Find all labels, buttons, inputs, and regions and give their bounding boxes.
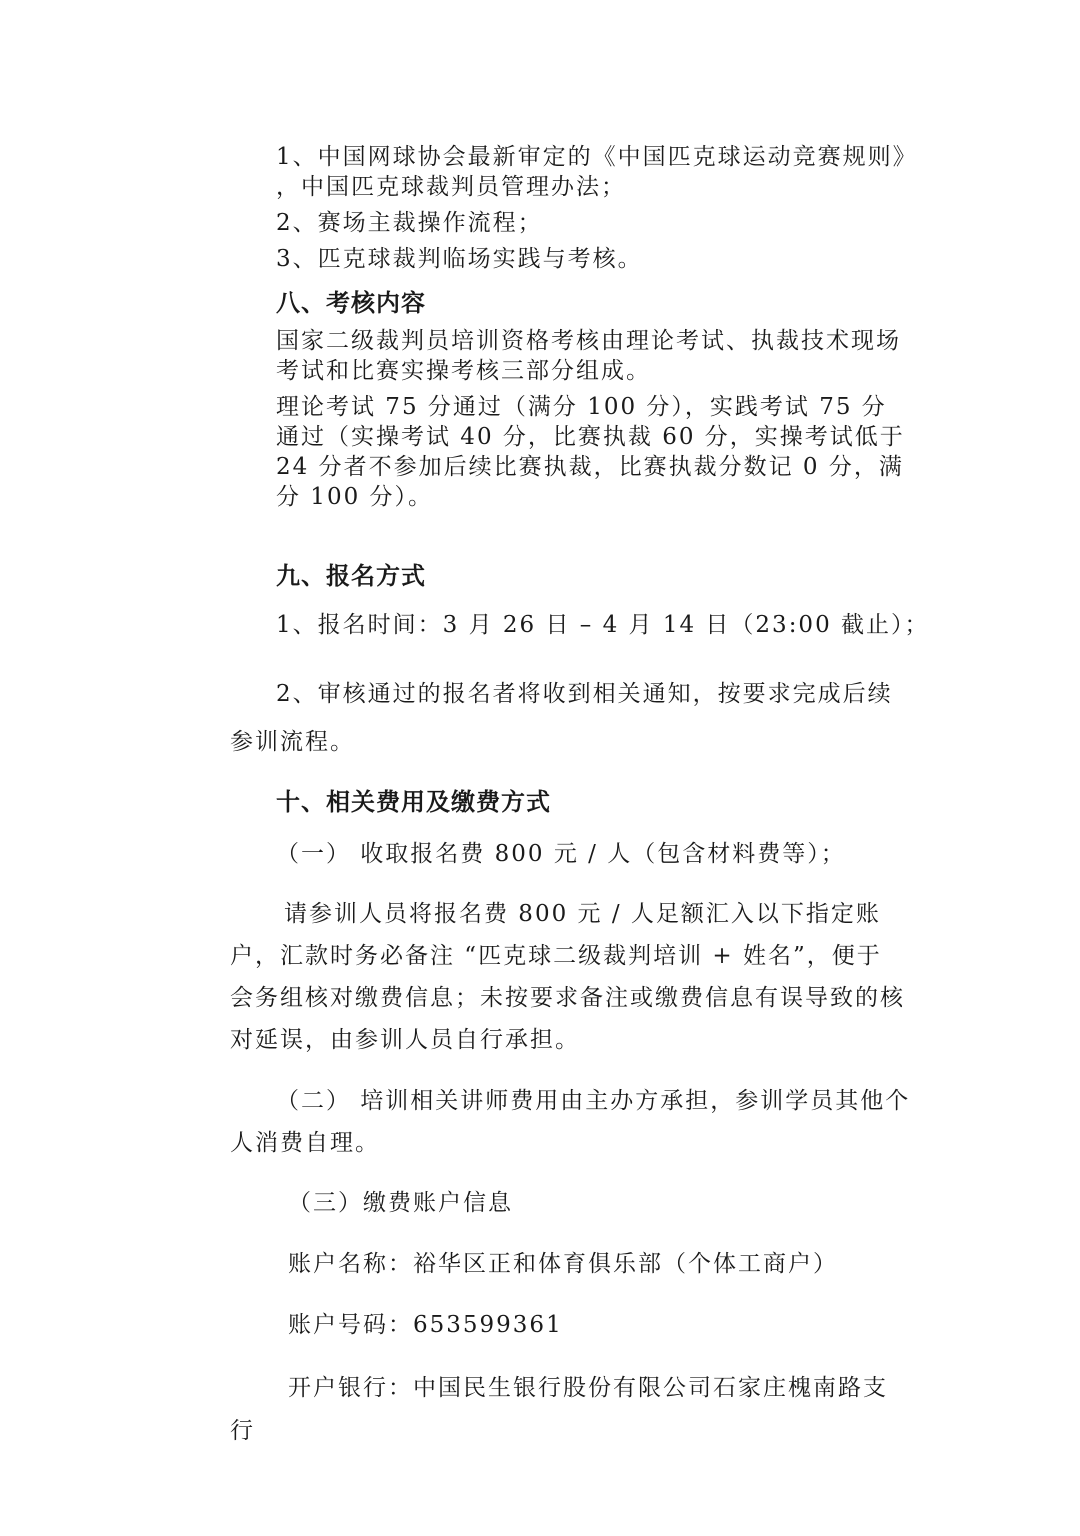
section-nine-heading: 九、报名方式 bbox=[276, 562, 426, 590]
instructor-fee-line: （二） 培训相关讲师费用由主办方承担，参训学员其他个 bbox=[276, 1088, 911, 1114]
assessment-para-line: 国家二级裁判员培训资格考核由理论考试、执裁技术现场 bbox=[276, 328, 901, 354]
scoring-para-line: 理论考试 75 分通过（满分 100 分），实践考试 75 分 bbox=[276, 394, 887, 420]
fee-line: （一） 收取报名费 800 元 / 人（包含材料费等）； bbox=[276, 841, 846, 867]
training-item-2: 2、赛场主裁操作流程； bbox=[276, 210, 543, 236]
account-number: 账户号码：653599361 bbox=[288, 1312, 563, 1338]
training-item-1-cont: ，中国匹克球裁判员管理办法； bbox=[276, 174, 626, 200]
section-eight-heading: 八、考核内容 bbox=[276, 289, 426, 317]
bank-line: 开户银行：中国民生银行股份有限公司石家庄槐南路支 bbox=[288, 1375, 888, 1401]
section-ten-heading: 十、相关费用及缴费方式 bbox=[276, 788, 551, 816]
instructor-fee-line: 人消费自理。 bbox=[230, 1130, 380, 1156]
registration-notice-line: 2、审核通过的报名者将收到相关通知，按要求完成后续 bbox=[276, 681, 893, 707]
account-info-heading: （三）缴费账户信息 bbox=[288, 1190, 513, 1216]
account-name: 账户名称：裕华区正和体育俱乐部（个体工商户） bbox=[288, 1251, 838, 1277]
bank-line: 行 bbox=[230, 1418, 255, 1444]
remit-para-line: 户，汇款时务必备注 “匹克球二级裁判培训 + 姓名”，便于 bbox=[230, 943, 882, 969]
registration-time: 1、报名时间：3 月 26 日 – 4 月 14 日（23:00 截止）； bbox=[276, 612, 930, 638]
training-item-1: 1、中国网球协会最新审定的《中国匹克球运动竞赛规则》 bbox=[276, 144, 918, 170]
scoring-para-line: 分 100 分）。 bbox=[276, 484, 434, 510]
remit-para-line: 对延误，由参训人员自行承担。 bbox=[230, 1027, 580, 1053]
training-item-3: 3、匹克球裁判临场实践与考核。 bbox=[276, 246, 643, 272]
remit-para-line: 请参训人员将报名费 800 元 / 人足额汇入以下指定账 bbox=[284, 901, 881, 927]
registration-notice-line: 参训流程。 bbox=[230, 729, 355, 755]
assessment-para-line: 考试和比赛实操考核三部分组成。 bbox=[276, 358, 651, 384]
remit-para-line: 会务组核对缴费信息；未按要求备注或缴费信息有误导致的核 bbox=[230, 985, 905, 1011]
scoring-para-line: 通过（实操考试 40 分，比赛执裁 60 分，实操考试低于 bbox=[276, 424, 905, 450]
scoring-para-line: 24 分者不参加后续比赛执裁，比赛执裁分数记 0 分，满 bbox=[276, 454, 904, 480]
